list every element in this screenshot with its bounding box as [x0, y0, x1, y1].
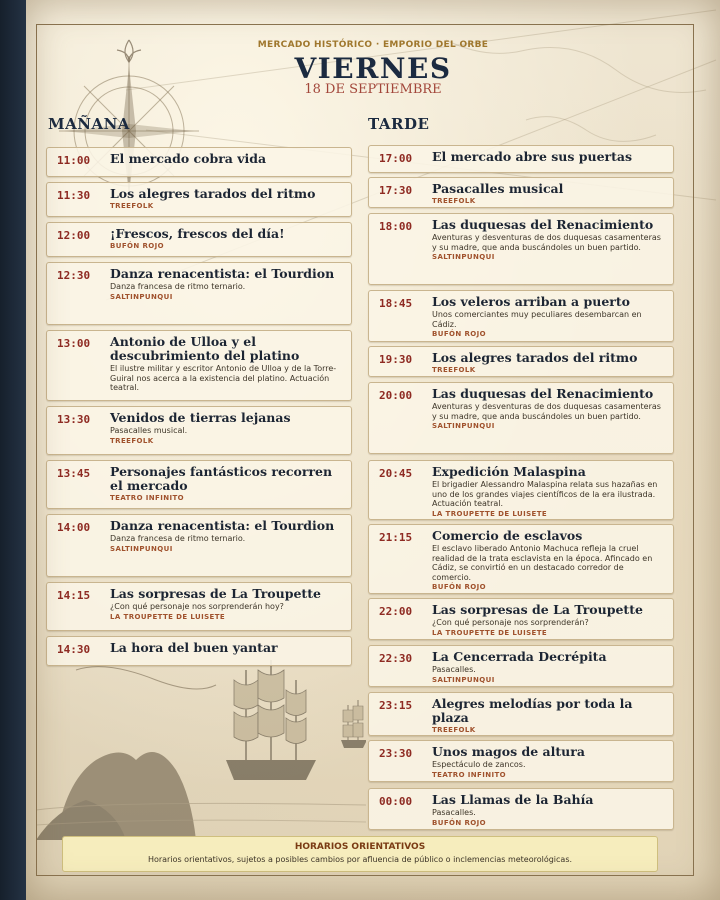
program-sheet — [26, 0, 720, 900]
event-performer: TREEFOLK — [432, 197, 476, 205]
event-description: El brigadier Alessandro Malaspina relata sus hazañas en uno de los grandes viajes científicos de la era ilustrada. Actuación teatral. — [432, 480, 658, 508]
event-body — [110, 519, 343, 553]
event-body — [110, 641, 343, 655]
event-title: Los veleros arriban a puerto — [432, 294, 630, 309]
event-title: Personajes fantásticos recorren el mercado — [110, 464, 333, 493]
event-card — [368, 692, 674, 736]
event-description: Pasacalles. — [432, 808, 476, 817]
event-time: 11:30 — [57, 189, 91, 202]
event-body — [432, 218, 665, 261]
event-card — [368, 177, 674, 208]
book-spine — [0, 0, 26, 900]
event-title: Expedición Malaspina — [432, 464, 586, 479]
event-body — [432, 793, 665, 827]
event-time: 13:00 — [57, 337, 91, 350]
event-body — [432, 745, 665, 779]
event-description: Aventuras y desventuras de dos duquesas casamenteras y su madre, que anda buscándoles un buen partido. — [432, 233, 661, 252]
event-time: 17:00 — [379, 152, 413, 165]
event-card — [368, 788, 674, 830]
event-time: 20:45 — [379, 467, 413, 480]
event-body — [110, 411, 343, 445]
event-title: Antonio de Ulloa y el descubrimiento del platino — [110, 334, 300, 363]
event-body — [432, 182, 665, 205]
event-title: Comercio de esclavos — [432, 528, 583, 543]
event-performer: BUFÓN ROJO — [110, 242, 164, 250]
event-body — [110, 227, 343, 250]
event-title: Las duquesas del Renacimiento — [432, 386, 654, 401]
event-body — [432, 603, 665, 637]
event-title: Danza renacentista: el Tourdion — [110, 518, 335, 533]
event-time: 13:30 — [57, 413, 91, 426]
event-description: ¿Con qué personaje nos sorprenderán hoy? — [110, 602, 284, 611]
event-title: Danza renacentista: el Tourdion — [110, 266, 335, 281]
event-description: ¿Con qué personaje nos sorprenderán? — [432, 618, 589, 627]
page-date: 18 DE SEPTIEMBRE — [304, 82, 442, 97]
event-description: Danza francesa de ritmo ternario. — [110, 534, 246, 543]
event-time: 18:00 — [379, 220, 413, 233]
event-time: 13:45 — [57, 467, 91, 480]
notice-text: Horarios orientativos, sujetos a posibles cambios por afluencia de público o inclemencias meteorológicas. — [147, 855, 573, 864]
event-performer: TEATRO INFINITO — [432, 770, 507, 779]
event-time: 11:00 — [57, 154, 91, 167]
event-performer: BUFÓN ROJO — [432, 330, 486, 338]
page-header — [26, 40, 720, 97]
event-performer: SALTINPUNQUI — [432, 253, 495, 261]
event-card — [368, 382, 674, 454]
event-description: Espectáculo de zancos. — [432, 760, 526, 769]
event-title: Unos magos de altura — [432, 744, 585, 759]
event-performer: LA TROUPETTE DE LUISETE — [432, 509, 548, 518]
event-performer: TREEFOLK — [110, 202, 154, 210]
event-description: Aventuras y desventuras de dos duquesas casamenteras y su madre, que anda buscándoles un buen partido. — [432, 402, 661, 421]
afternoon-column-title: TARDE — [368, 115, 430, 133]
event-body — [110, 335, 343, 393]
event-time: 12:00 — [57, 229, 91, 242]
event-time: 22:00 — [379, 605, 413, 618]
event-description: El ilustre militar y escritor Antonio de Ulloa y de la Torre-Guiral nos acerca a la existencia del platino. Actuación teatral. — [110, 364, 337, 392]
event-body — [432, 697, 665, 734]
page-title: VIERNES — [294, 52, 452, 85]
event-title: Los alegres tarados del ritmo — [110, 186, 316, 201]
event-performer: TREEFOLK — [432, 366, 476, 374]
event-body — [432, 150, 665, 164]
event-title: La hora del buen yantar — [110, 640, 278, 655]
event-card — [46, 406, 352, 455]
event-body — [432, 351, 665, 374]
event-title: Los alegres tarados del ritmo — [432, 350, 638, 365]
event-title: Las Llamas de la Bahía — [432, 792, 594, 807]
event-card — [368, 213, 674, 285]
event-performer: TEATRO INFINITO — [110, 494, 185, 502]
event-body — [432, 387, 665, 430]
event-performer: SALTINPUNQUI — [110, 292, 173, 301]
event-card — [368, 290, 674, 342]
event-description: Danza francesa de ritmo ternario. — [110, 282, 246, 291]
event-body — [110, 152, 343, 166]
event-description: Unos comerciantes muy peculiares desembarcan en Cádiz. — [432, 310, 642, 329]
event-body — [432, 295, 665, 338]
event-card — [368, 645, 674, 687]
event-time: 14:00 — [57, 521, 91, 534]
event-card — [46, 222, 352, 257]
event-performer: TREEFOLK — [110, 436, 154, 445]
event-time: 21:15 — [379, 531, 413, 544]
event-card — [46, 262, 352, 325]
event-title: Las duquesas del Renacimiento — [432, 217, 654, 232]
notice-box — [62, 836, 658, 872]
event-title: Pasacalles musical — [432, 181, 564, 196]
event-performer: SALTINPUNQUI — [432, 675, 495, 684]
event-title: ¡Frescos, frescos del día! — [110, 226, 285, 241]
event-card — [368, 740, 674, 782]
ships-illustration — [36, 650, 366, 840]
event-body — [432, 465, 665, 518]
event-performer: LA TROUPETTE DE LUISETE — [432, 628, 548, 637]
event-title: El mercado cobra vida — [110, 151, 267, 166]
event-performer: TREEFOLK — [432, 726, 476, 734]
event-body — [432, 650, 665, 684]
event-card — [46, 330, 352, 401]
event-title: Venidos de tierras lejanas — [110, 410, 291, 425]
event-performer: LA TROUPETTE DE LUISETE — [110, 612, 226, 621]
market-kicker: MERCADO HISTÓRICO · EMPORIO DEL ORBE — [257, 40, 489, 50]
event-description: Pasacalles. — [432, 665, 476, 674]
event-time: 12:30 — [57, 269, 91, 282]
event-time: 18:45 — [379, 297, 413, 310]
event-time: 23:30 — [379, 747, 413, 760]
event-title: Las sorpresas de La Troupette — [110, 586, 321, 601]
event-title: La Cencerrada Decrépita — [432, 649, 607, 664]
event-title: El mercado abre sus puertas — [432, 149, 633, 164]
event-body — [110, 465, 343, 502]
event-body — [110, 587, 343, 621]
event-card — [368, 598, 674, 640]
event-body — [110, 267, 343, 301]
morning-column-title: MAÑANA — [48, 115, 130, 133]
event-time: 14:30 — [57, 643, 91, 656]
event-card — [46, 582, 352, 631]
event-card — [368, 460, 674, 520]
event-title: Alegres melodías por toda la plaza — [432, 696, 633, 725]
event-card — [46, 147, 352, 177]
event-performer: BUFÓN ROJO — [432, 583, 486, 591]
event-title: Las sorpresas de La Troupette — [432, 602, 643, 617]
event-description: Pasacalles musical. — [110, 426, 188, 435]
event-body — [110, 187, 343, 210]
event-card — [368, 524, 674, 594]
event-card — [46, 182, 352, 217]
event-performer: SALTINPUNQUI — [432, 422, 495, 430]
event-time: 19:30 — [379, 353, 413, 366]
event-time: 20:00 — [379, 389, 413, 402]
event-time: 14:15 — [57, 589, 91, 602]
event-performer: SALTINPUNQUI — [110, 544, 173, 553]
event-description: El esclavo liberado Antonio Machuca refleja la cruel realidad de la trata esclavista en la época. Afincado en Cádiz, se convirtió en un destacado corredor de comercio. — [432, 544, 653, 582]
event-card — [368, 346, 674, 377]
event-card — [46, 514, 352, 577]
notice-title: HORARIOS ORIENTATIVOS — [294, 842, 426, 852]
event-card — [46, 460, 352, 509]
event-card — [368, 145, 674, 173]
event-card — [46, 636, 352, 666]
event-time: 22:30 — [379, 652, 413, 665]
event-time: 00:00 — [379, 795, 413, 808]
event-time: 23:15 — [379, 699, 413, 712]
event-body — [432, 529, 665, 591]
event-time: 17:30 — [379, 184, 413, 197]
event-performer: BUFÓN ROJO — [432, 818, 486, 827]
